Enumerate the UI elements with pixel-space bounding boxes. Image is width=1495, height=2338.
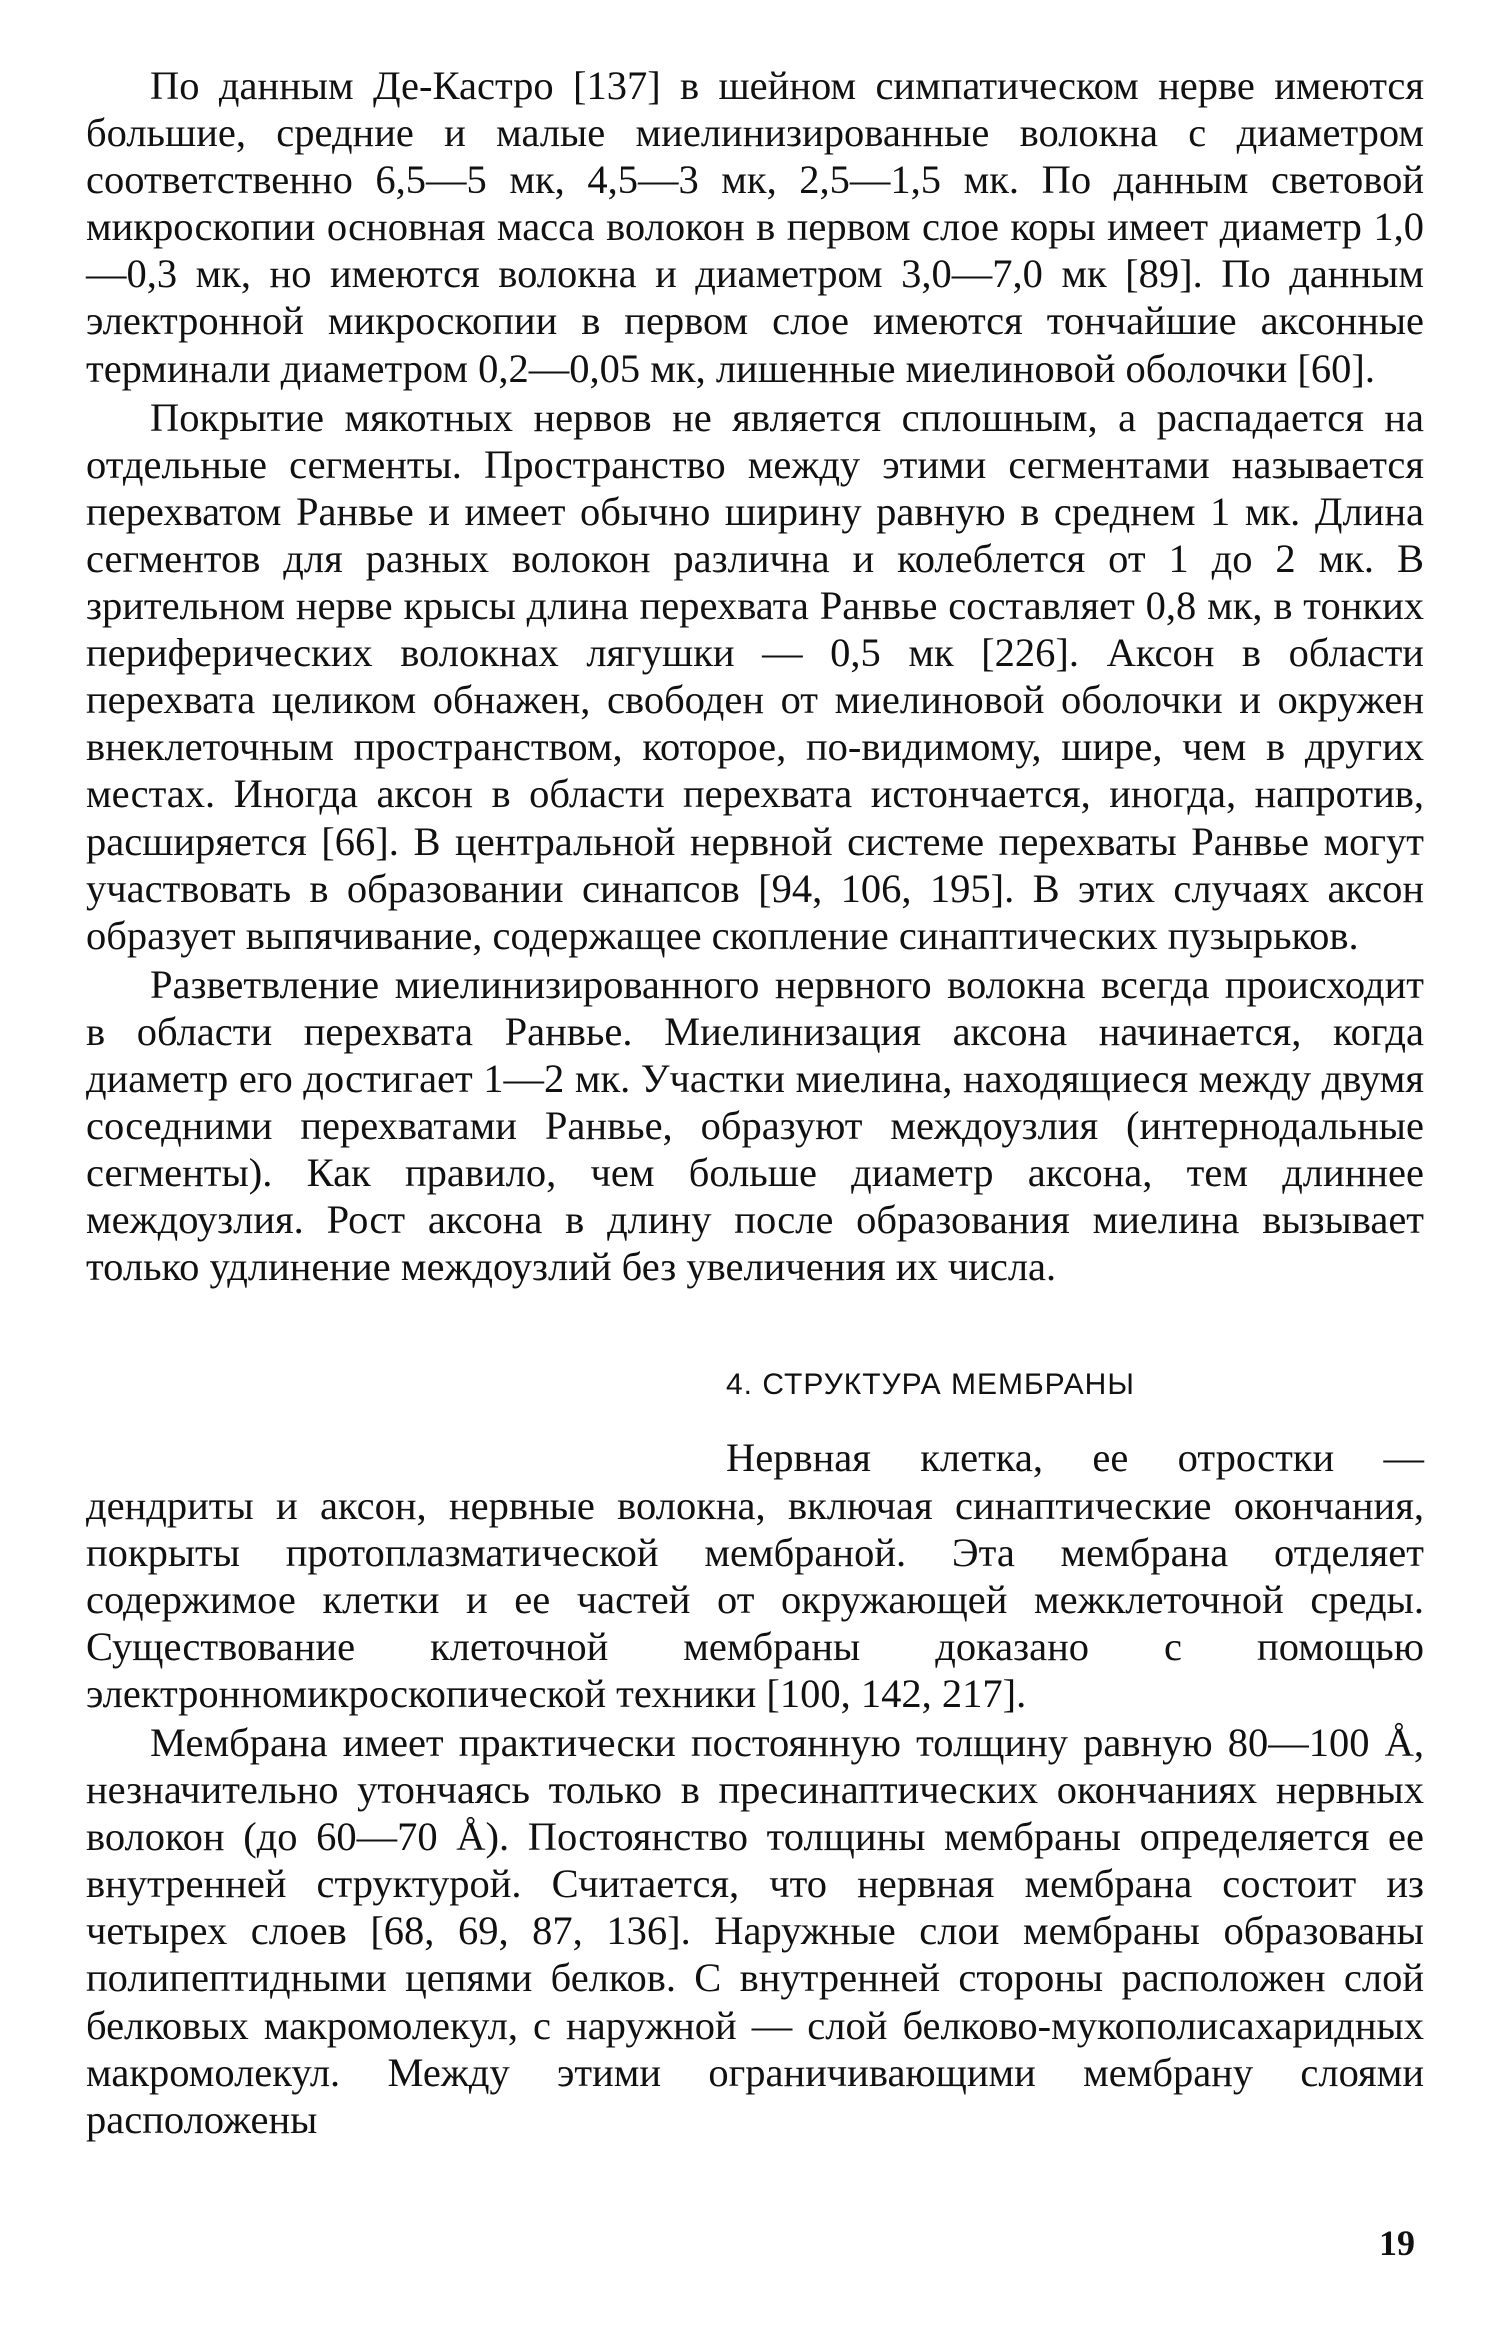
paragraph-de-castro: По данным Де-Кастро [137] в шейном симпатическом нерве имеются большие, средние и малые миелинизированные волокна с диаметром соответственно 6,5—5 мк, 4,5—3 мк, 2,5—1,5 мк. По данным световой микроскопии основная масса волокон в первом слое коры имеет диаметр 1,0—0,3 мк, но имеются волокна и диаметром 3,0—7,0 мк [89]. По данным электронной микроскопии в первом слое имеются тончайшие аксонные терминали диаметром 0,2—0,05 мк, лишенные миелиновой оболочки [60]. xyxy=(86,63,1424,391)
page-number: 19 xyxy=(1379,2223,1415,2263)
paragraph-myelination: Разветвление миелинизированного нервного волокна всегда происходит в области перехвата Ранвье. Миелинизация аксона начинается, когда диаметр его достигает 1—2 мк. Участки миелина, находящиеся между двумя соседними перехватами Ранвье, образуют междоузлия (интернодальные сегменты). Как правило, чем больше диаметр аксона, тем длиннее междоузлия. Рост аксона в длину после образования миелина вызывает только удлинение междоузлий без увеличения их числа. xyxy=(86,961,1424,1290)
paragraph-nerve-cell-membrane: Нервная клетка, ее отростки — дендриты и аксон, нервные волокна, включая синаптические окончания, покрыты протоплазматической мембраной. Эта мембрана отделяет содержимое клетки и ее частей от окружающей межклеточной среды. Существование клеточной мембраны доказано с помощью электронномикроскопической техники [100, 142, 217]. xyxy=(86,1435,1424,1716)
section-heading: 4. СТРУКТУРА МЕМБРАНЫ xyxy=(726,1368,1135,1402)
page-body xyxy=(86,62,1424,2145)
paragraph-membrane-thickness: Мембрана имеет практически постоянную толщину равную 80—100 Å, незначительно утончаясь только в пресинаптических окончаниях нервных волокон (до 60—70 Å). Постоянство толщины мембраны определяется ее внутренней структурой. Считается, что нервная мембрана состоит из четырех слоев [68, 69, 87, 136]. Наружные слои мембраны образованы полипептидными цепями белков. С внутренней стороны расположен слой белковых макромолекул, с наружной — слой белково-мукополисахаридных макромолекул. Между этими ограничивающими мембрану слоями расположены xyxy=(86,1720,1424,2142)
paragraph-ranvier-nodes: Покрытие мякотных нервов не является сплошным, а распадается на отдельные сегменты. Пространство между этими сегментами называется перехватом Ранвье и имеет обычно ширину равную в среднем 1 мк. Длина сегментов для разных волокон различна и колеблется от 1 до 2 мк. В зрительном нерве крысы длина перехвата Ранвье составляет 0,8 мк, в тонких периферических волокнах лягушки — 0,5 мк [226]. Аксон в области перехвата целиком обнажен, свободен от миелиновой оболочки и окружен внеклеточным пространством, которое, по-видимому, шире, чем в других местах. Иногда аксон в области перехвата истончается, иногда, напротив, расширяется [66]. В центральной нервной системе перехваты Ранвье могут участвовать в образовании синапсов [94, 106, 195]. В этих случаях аксон образует выпячивание, содержащее скопление синаптических пузырьков. xyxy=(86,394,1424,958)
